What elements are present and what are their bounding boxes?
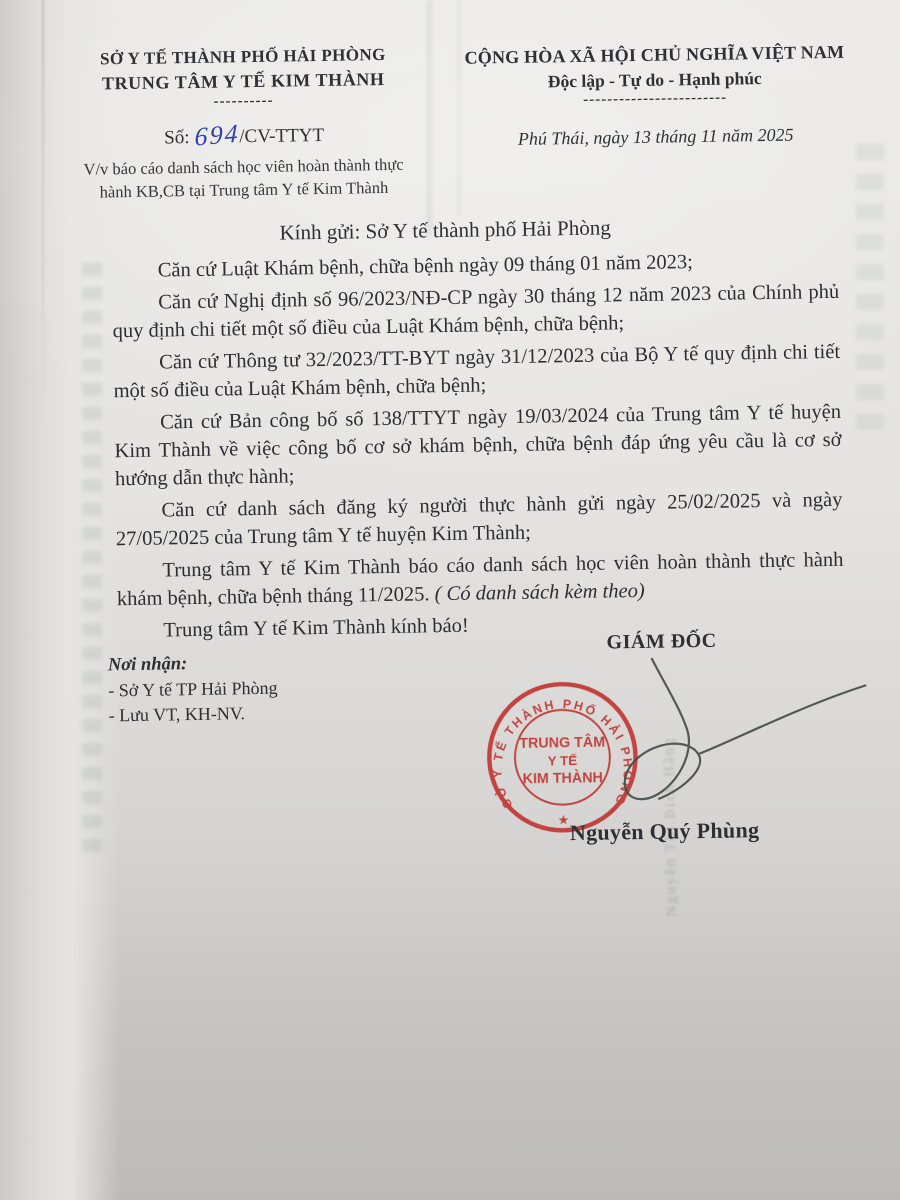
attachment-note: ( Có danh sách kèm theo) <box>434 579 645 606</box>
doc-number-suffix: /CV-TTYT <box>239 124 325 148</box>
document-subject <box>56 152 432 204</box>
paragraph-legal-basis-3: Căn cứ Thông tư 32/2023/TT-BYT ngày 31/12/2023 của Bộ Y tế quy định chi tiết một số điều của Luật Khám bệnh, chữa bệnh; <box>113 340 841 403</box>
national-title: CỘNG HÒA XÃ HỘI CHỦ NGHĨA VIỆT NAM <box>464 41 845 68</box>
signer-name: Nguyễn Quý Phùng <box>569 817 760 846</box>
paragraph-legal-basis-1: Căn cứ Luật Khám bệnh, chữa bệnh ngày 09 tháng 01 năm 2023; <box>157 251 694 282</box>
org-divider: ---------- <box>213 92 274 110</box>
doc-number-label: Số: <box>164 127 190 149</box>
handwritten-signature <box>547 643 870 838</box>
recipients-block <box>108 649 409 729</box>
stamp-center-line-3: KIM THÀNH <box>522 770 603 788</box>
org-name: TRUNG TÂM Y TẾ KIM THÀNH <box>101 68 385 94</box>
subject-line-2: hành KB,CB tại Trung tâm Y tế Kim Thành <box>99 177 389 202</box>
recipient-item: - Sở Y tế TP Hải Phòng <box>108 677 278 701</box>
recipients-label: Nơi nhận: <box>107 654 188 676</box>
national-header-block <box>440 39 869 109</box>
letter-body <box>112 246 845 649</box>
parent-org-name: SỞ Y TẾ THÀNH PHỐ HẢI PHÒNG <box>99 44 386 69</box>
stamp-center-line-1: TRUNG TÂM <box>519 734 606 753</box>
salutation: Kính gửi: Sở Y tế thành phố Hải Phòng <box>279 215 611 245</box>
stamp-star: ★ <box>557 813 570 828</box>
bleedthrough-name-text: Nguyễn Thị Bích Hằng <box>661 736 680 917</box>
signature-strokes <box>547 643 870 838</box>
paragraph-legal-basis-4: Căn cứ Bản công bố số 138/TTYT ngày 19/03/2024 của Trung tâm Y tế huyện Kim Thành về việc công bố cơ sở khám bệnh, chữa bệnh đáp ứng yêu cầu là cơ sở hướng dẫn thực hành; <box>114 400 842 491</box>
recipient-item: - Lưu VT, KH-NV. <box>108 703 246 726</box>
stamp-center-line-2: Y TẾ <box>547 752 578 769</box>
signer-title: GIÁM ĐỐC <box>606 629 717 654</box>
doc-number-handwritten: 694 <box>194 118 240 152</box>
paragraph-legal-basis-2: Căn cứ Nghị định số 96/2023/NĐ-CP ngày 30 tháng 12 năm 2023 của Chính phủ quy định chi tiết một số điều của Luật Khám bệnh, chữa bệnh; <box>112 280 840 343</box>
report-main-text: Trung tâm Y tế Kim Thành báo cáo danh sách học viên hoàn thành thực hành khám bệnh, chữa bệnh tháng 11/2025. <box>116 548 844 611</box>
place-and-date: Phú Thái, ngày 13 tháng 11 năm 2025 <box>517 124 794 149</box>
paragraph-legal-basis-5: Căn cứ danh sách đăng ký người thực hành gửi ngày 25/02/2025 và ngày 27/05/2025 của Trung tâm Y tế huyện Kim Thành; <box>115 488 843 551</box>
motto-divider: ------------------------ <box>583 89 728 108</box>
document-number-line <box>71 116 416 151</box>
stamp-ring-text: SỞ Y TẾ THÀNH PHỐ HẢI PHÒNG <box>490 696 636 811</box>
subject-line-1: V/v báo cáo danh sách học viên hoàn thành thực <box>83 154 404 179</box>
paragraph-closing: Trung tâm Y tế Kim Thành kính báo! <box>163 614 469 642</box>
paragraph-report <box>116 546 844 613</box>
national-motto: Độc lập - Tự do - Hạnh phúc <box>547 68 762 92</box>
issuing-org-block <box>70 42 416 110</box>
